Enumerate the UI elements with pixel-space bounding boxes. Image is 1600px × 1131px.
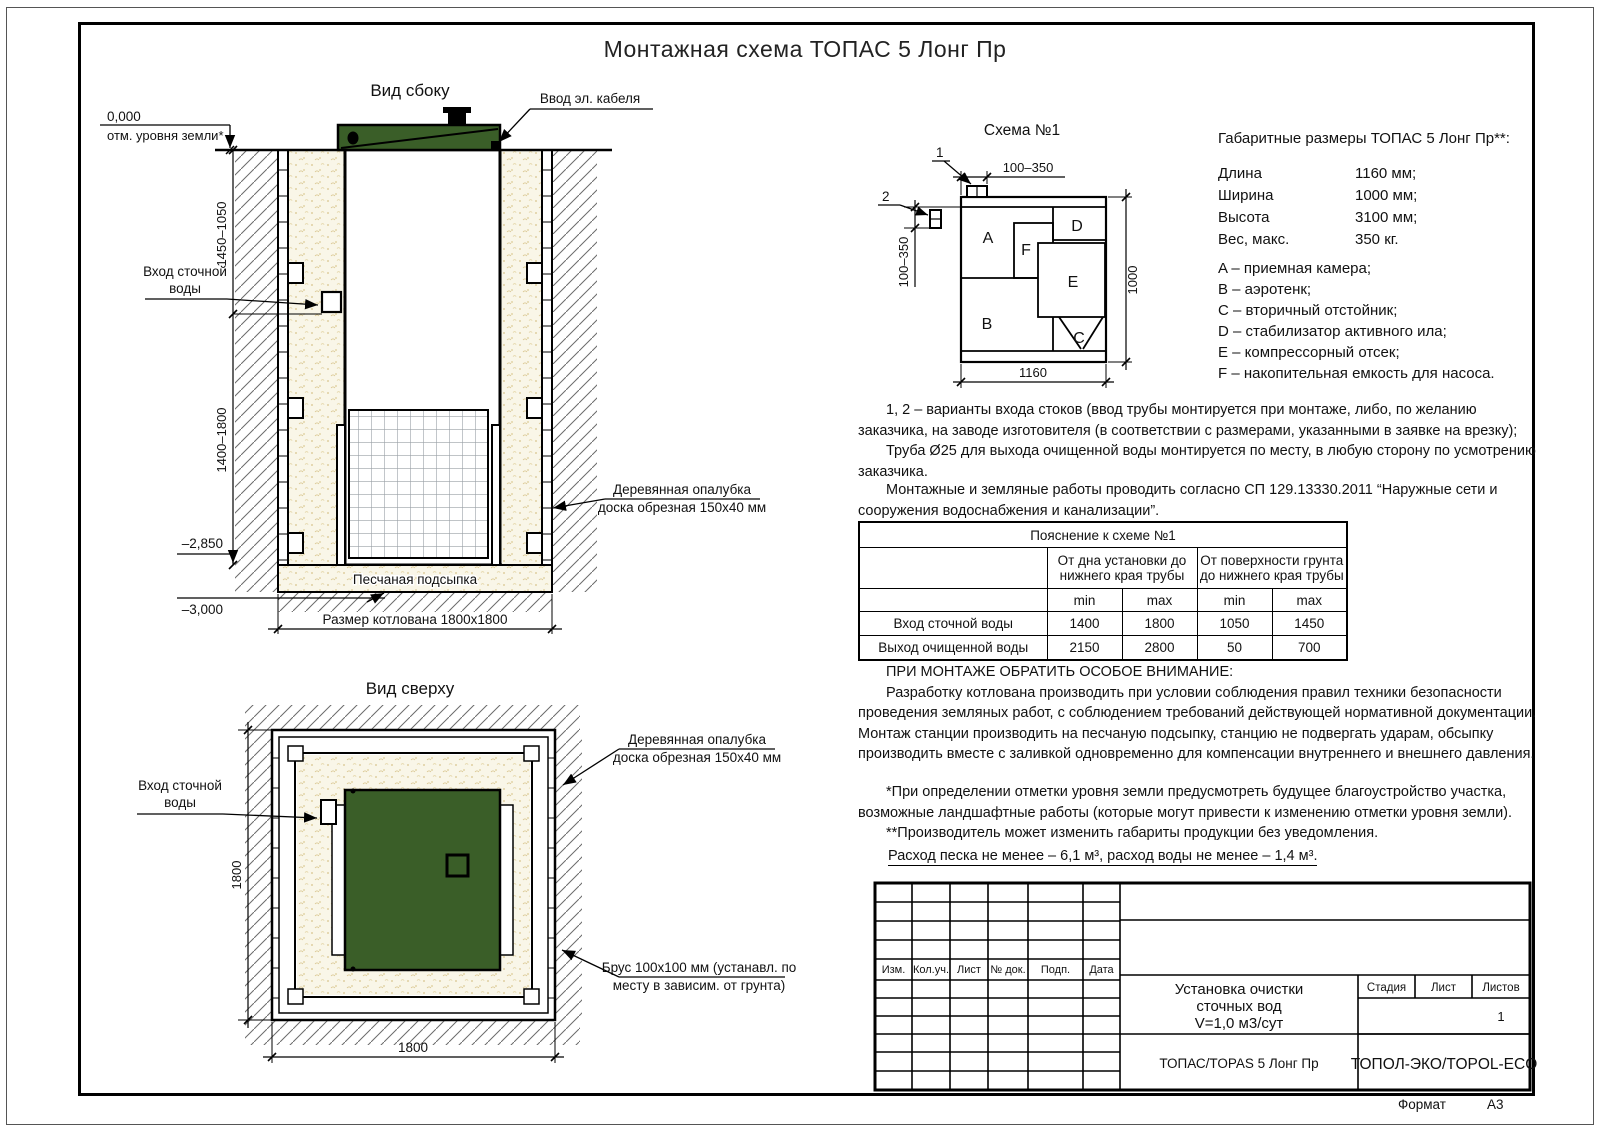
spec-row-length (1218, 163, 1528, 185)
stamp-company: ТОПОЛ-ЭКО/TOPOL-ECO (1350, 1056, 1538, 1073)
table-max1: max (1122, 589, 1197, 612)
cell: 50 (1197, 636, 1272, 661)
sand-backfill-right (500, 150, 542, 565)
cell: 1400 (1047, 612, 1122, 636)
footnotes-block (858, 782, 1538, 844)
soil-hatch-right (552, 150, 597, 592)
doc-line-3: V=1,0 м3/сут (1194, 1015, 1284, 1032)
formwork-label-1: Деревянная опалубка (627, 732, 767, 747)
zero-mark: 0,000 (107, 109, 141, 124)
tank-lid (338, 107, 500, 150)
note-variants-1: 1, 2 – варианты входа стоков (ввод трубы монтируется при монтаже, либо, по желанию заказчика, на заводе изготовителя (в соответствии с размерами, указанными в заявке на врезку); (858, 402, 1518, 439)
attention-block (858, 662, 1538, 765)
schema-dim-bottom (953, 364, 1114, 388)
mark-2850: –2,850 (181, 536, 223, 551)
footnote-2: **Производитель может изменить габариты продукции без уведомления. (886, 825, 1379, 841)
formwork-right (542, 150, 552, 592)
stage-header: Стадия (1366, 982, 1407, 994)
legend-f: F – накопительная емкость для насоса. (1218, 365, 1495, 382)
topview-hatch-top (245, 705, 580, 730)
formwork-left (278, 150, 288, 592)
table-title: Пояснение к схеме №1 (859, 522, 1347, 548)
table-max2: max (1272, 589, 1347, 612)
specs-block (1218, 130, 1528, 251)
table-row (859, 612, 1347, 636)
legend-e: E – компрессорный отсек; (1218, 344, 1400, 361)
tank-dot-bottom (351, 967, 356, 972)
note-sp: Монтажные и земляные работы проводить согласно СП 129.13330.2011 “Наружные сети и сооружения водоснабжения и канализации”. (858, 482, 1498, 519)
table-corner-cell (859, 548, 1047, 589)
compartment-b: B (981, 316, 993, 333)
legend-a: A – приемная камера; (1218, 260, 1372, 277)
schema-dim-bottom-label: 1160 (1019, 365, 1047, 380)
schema-title: Схема №1 (983, 122, 1061, 139)
col-ndok: № док. (990, 964, 1026, 976)
schema-drawing (860, 115, 1170, 400)
rail-left (332, 805, 345, 955)
table-group2: От поверхности грунта до нижнего края трубы (1197, 548, 1347, 589)
cell: 2150 (1047, 636, 1122, 661)
legend-block (1218, 258, 1548, 384)
spec-row-weight (1218, 229, 1528, 251)
schema-dim-right-label: 1000 (1125, 265, 1140, 295)
side-view-drawing (85, 78, 850, 663)
spec-value: 3100 мм; (1355, 209, 1418, 226)
table-min2: min (1197, 589, 1272, 612)
tank-internal-grid (349, 410, 488, 558)
tank-dot-top (351, 789, 356, 794)
format-label: Формат (1398, 1097, 1446, 1112)
row-label: Вход сточной воды (859, 612, 1047, 636)
footnote-1: *При определении отметки уровня земли предусмотреть будущее благоустройство участка, возможные ландшафтные работы (которые могут привести к изменению отметки уровня земли). (858, 784, 1513, 821)
topview-hatch-right (555, 730, 582, 1020)
mark-3000: –3,000 (181, 602, 223, 617)
top-view-title: Вид сверху (365, 679, 455, 698)
dim-left-label: 1800 (229, 860, 244, 890)
explanation-table (858, 521, 1348, 661)
spec-label: Высота (1218, 209, 1270, 226)
soil-hatch-bottom (278, 592, 552, 612)
col-podp: Подп. (1040, 964, 1071, 976)
dim-lower-label: 1400–1800 (214, 407, 229, 473)
format-value: А3 (1487, 1097, 1504, 1112)
table-group1: От дна установки до нижнего края трубы (1047, 548, 1197, 589)
inner-rail-left (337, 425, 345, 565)
compartment-d: D (1071, 218, 1083, 235)
stamp-product: ТОПАС/TOPAS 5 Лонг Пр (1159, 1056, 1319, 1071)
consumption-note (888, 847, 1317, 866)
spec-value: 1160 мм; (1355, 165, 1417, 182)
inlet-label-1: Вход сточной (143, 264, 227, 279)
spec-value: 350 кг. (1355, 231, 1399, 248)
cell: 1450 (1272, 612, 1347, 636)
col-list: Лист (957, 964, 981, 976)
note-variants-2: Труба Ø25 для выхода очищенной воды монтируется по месту, в любую сторону по усмотрению заказчика. (858, 443, 1536, 480)
doc-line-1: Установка очистки (1174, 981, 1304, 998)
callout-2: 2 (882, 189, 890, 204)
attention-title: ПРИ МОНТАЖЕ ОБРАТИТЬ ОСОБОЕ ВНИМАНИЕ: (886, 664, 1234, 680)
inlet-label-1: Вход сточной (138, 778, 222, 793)
attention-body: Разработку котлована производить при условии соблюдения правил техники безопасности проведения земляных работ, с соблюдением требований действующей нормативной документации. Монтаж станции производить на песчаную подсыпку, станцию не подвергать ударам, обсыпку производить вместе с заливкой одновременно для компенсации внутреннего и внешнего давления. (858, 684, 1537, 762)
table-row (859, 636, 1347, 661)
cell: 2800 (1122, 636, 1197, 661)
compartment-e: E (1067, 274, 1079, 291)
specs-title: Габаритные размеры ТОПАС 5 Лонг Пр**: (1218, 130, 1510, 147)
inlet-stub (321, 800, 336, 824)
compartment-c: C (1073, 330, 1085, 347)
spec-row-width (1218, 185, 1528, 207)
notes-variants (858, 400, 1536, 482)
beam-label-1: Брус 100x100 мм (устанавл. по (601, 960, 797, 975)
col-izm: Изм. (881, 964, 906, 976)
cell: 1800 (1122, 612, 1197, 636)
formwork-label-1: Деревянная опалубка (612, 482, 752, 497)
schema-dim-right (1108, 189, 1140, 370)
beam-label-2: месту в зависим. от грунта) (612, 978, 786, 993)
formwork-label-2: доска обрезная 150x40 мм (597, 500, 767, 515)
side-view-title: Вид сбоку (370, 81, 450, 100)
spec-label: Длина (1218, 165, 1262, 182)
callout-1: 1 (936, 145, 944, 160)
legend-c: C – вторичный отстойник; (1218, 302, 1398, 319)
lid-hatch-handle (348, 132, 359, 145)
zero-caption: отм. уровня земли* (107, 128, 224, 143)
doc-line-2: сточных вод (1196, 998, 1282, 1015)
notes-sp (858, 480, 1536, 521)
sheets-value: 1 (1497, 1009, 1505, 1024)
inner-rail-right (492, 425, 500, 565)
inlet-label-2: воды (169, 281, 201, 296)
sheets-header: Листов (1482, 982, 1520, 994)
dim-upper-label: 1450–1050 (214, 201, 229, 267)
col-koluch: Кол.уч. (912, 964, 950, 976)
sand-bedding-label: Песчаная подсыпка (352, 572, 478, 587)
table-empty-cell (859, 589, 1047, 612)
table-min1: min (1047, 589, 1122, 612)
pit-dim-label: Размер котлована 1800x1800 (322, 612, 508, 627)
rail-right (500, 805, 513, 955)
spec-label: Вес, макс. (1218, 231, 1290, 248)
spec-row-height (1218, 207, 1528, 229)
spec-value: 1000 мм; (1355, 187, 1418, 204)
compartment-f: F (1021, 242, 1031, 259)
cable-entry-label: Ввод эл. кабеля (539, 91, 641, 106)
cell: 1050 (1197, 612, 1272, 636)
spec-label: Ширина (1218, 187, 1274, 204)
cell: 700 (1272, 636, 1347, 661)
title-block (870, 878, 1540, 1103)
schema-dim-left (896, 200, 961, 287)
row-label: Выход очищенной воды (859, 636, 1047, 661)
cable-entry-point (491, 141, 500, 150)
legend-d: D – стабилизатор активного ила; (1218, 323, 1447, 340)
topview-hatch-left (245, 730, 272, 1020)
schema-dim-left-label: 100–350 (896, 236, 911, 288)
inlet-label-2: воды (164, 795, 196, 810)
top-view-drawing (85, 678, 865, 1098)
legend-b: B – аэротенк; (1218, 281, 1312, 298)
consumption-text: Расход песка не менее – 6,1 м³, расход воды не менее – 1,4 м³. (888, 848, 1318, 864)
cable-leader (499, 109, 530, 142)
sheet-header: Лист (1431, 982, 1456, 994)
inlet-pipe (322, 292, 341, 312)
soil-hatch-left (235, 150, 278, 592)
sheet-title: Монтажная схема ТОПАС 5 Лонг Пр (603, 36, 1007, 62)
formwork-label-2: доска обрезная 150x40 мм (612, 750, 782, 765)
tank-top (345, 790, 500, 970)
compartment-a: A (982, 230, 994, 247)
dim-bottom-label: 1800 (397, 1040, 429, 1055)
schema-dim-top-label: 100–350 (1002, 160, 1054, 175)
col-data: Дата (1089, 964, 1114, 976)
